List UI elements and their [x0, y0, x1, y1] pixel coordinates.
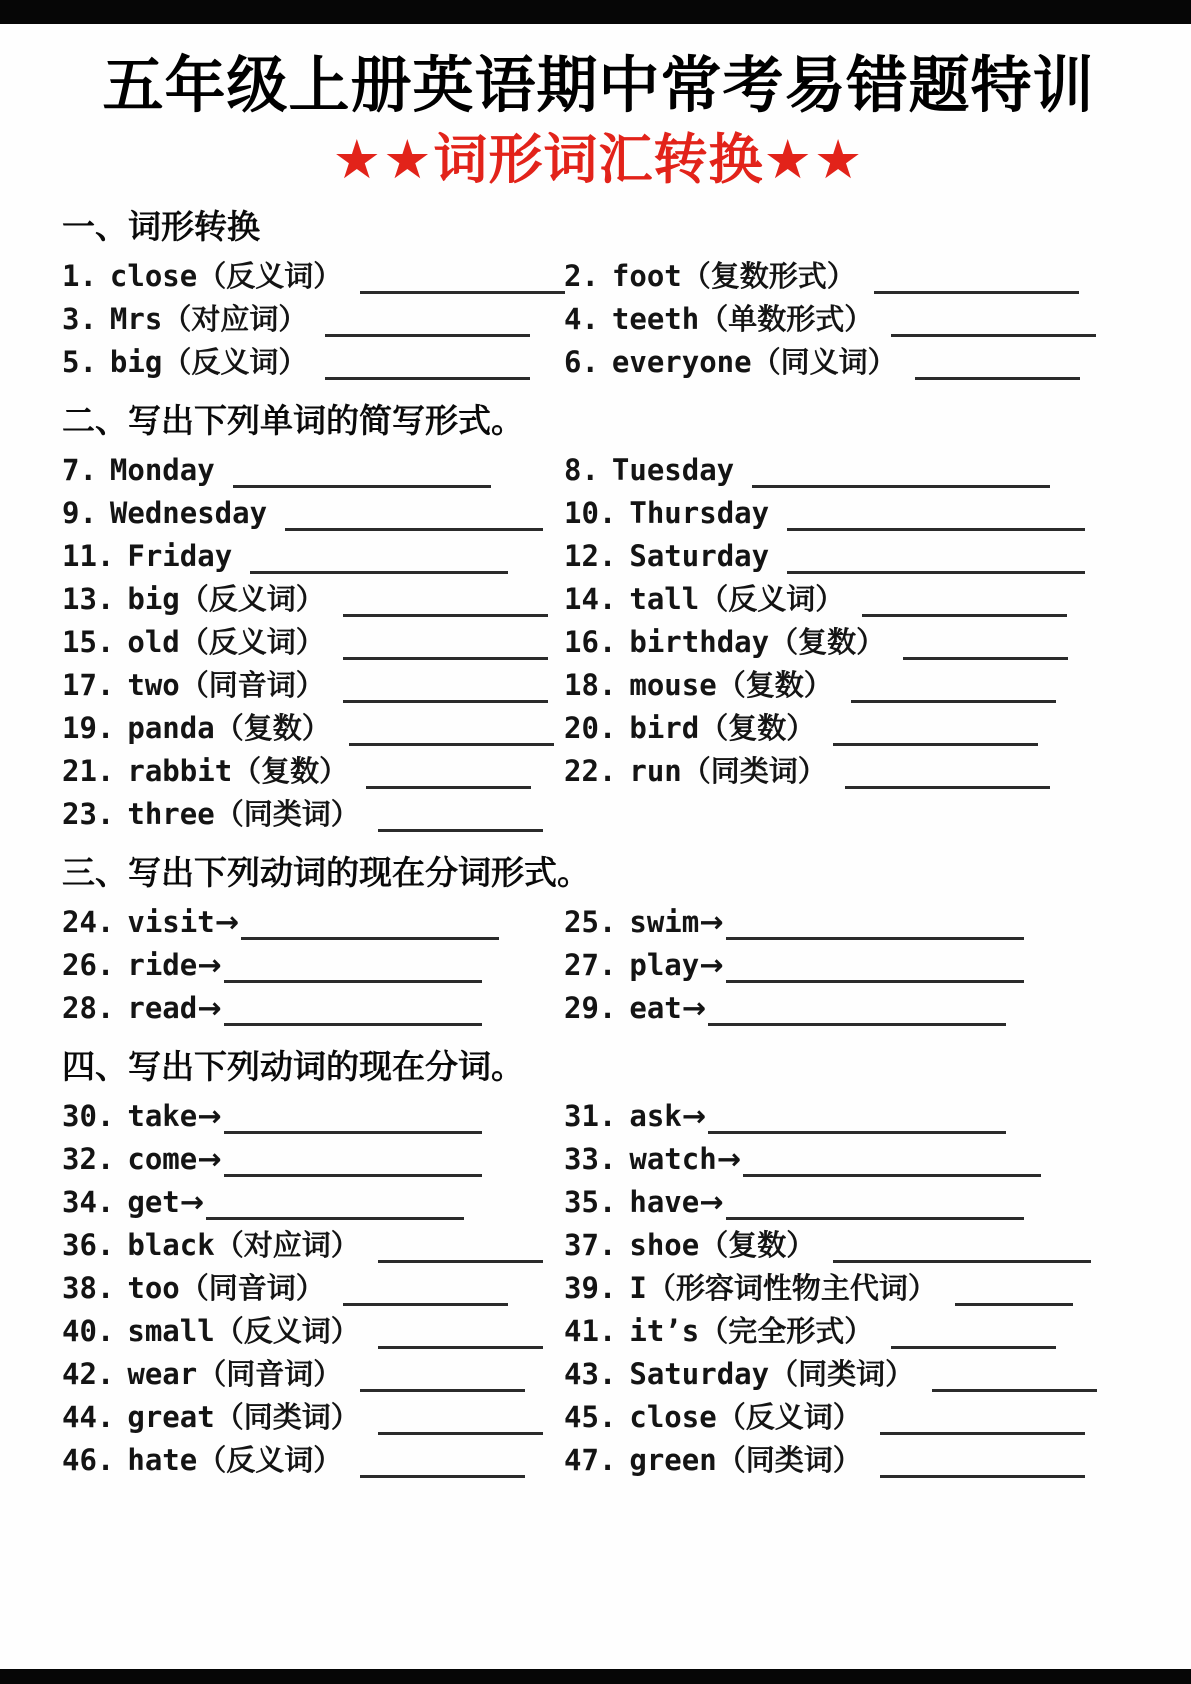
question-number: 5.: [62, 345, 97, 379]
question-number: 27.: [564, 948, 617, 982]
question-word: ask: [629, 1099, 682, 1133]
question-item: [564, 255, 1135, 298]
question-note: （复数）: [699, 711, 816, 745]
question-note: （完全形式）: [699, 1314, 874, 1348]
question-number: 12.: [564, 539, 617, 573]
answer-blank: [891, 1320, 1056, 1349]
question-number: 41.: [564, 1314, 617, 1348]
answer-blank: [708, 1105, 1006, 1134]
worksheet-section: [62, 205, 1135, 384]
question-note: （复数）: [716, 668, 833, 702]
question-item: [564, 449, 1135, 492]
question-item: [564, 1353, 1135, 1396]
section-item-grid: [62, 901, 1135, 1030]
question-word: I: [629, 1271, 647, 1305]
answer-blank: [787, 502, 1085, 531]
question-number: 35.: [564, 1185, 617, 1219]
question-number: 33.: [564, 1142, 617, 1176]
arrow-icon: →: [699, 905, 724, 939]
arrow-icon: →: [179, 1185, 205, 1219]
question-note: （同类词）: [214, 797, 360, 831]
answer-blank: [726, 911, 1024, 940]
question-item: [564, 707, 1135, 750]
question-word: ride: [127, 948, 198, 982]
question-item: [62, 901, 564, 944]
question-word: panda: [127, 711, 215, 745]
question-item: [62, 707, 564, 750]
question-number: 31.: [564, 1099, 617, 1133]
question-item: [564, 1396, 1135, 1439]
question-word: two: [127, 668, 180, 702]
answer-blank: [241, 911, 499, 940]
question-item: [564, 1095, 1135, 1138]
question-number: 46.: [62, 1443, 115, 1477]
answer-blank: [851, 674, 1056, 703]
answer-blank: [891, 308, 1096, 337]
question-word: take: [127, 1099, 198, 1133]
question-word: rabbit: [127, 754, 233, 788]
worksheet-section: [62, 851, 1135, 1030]
question-note: （复数）: [769, 625, 886, 659]
question-item: [62, 298, 564, 341]
question-item: [564, 750, 1135, 793]
question-word: teeth: [611, 302, 700, 336]
question-number: 45.: [564, 1400, 617, 1434]
question-number: 15.: [62, 625, 115, 659]
question-note: （同音词）: [197, 1357, 343, 1391]
question-item: [564, 664, 1135, 707]
question-number: 42.: [62, 1357, 115, 1391]
answer-blank: [325, 351, 530, 380]
question-word: Friday: [127, 539, 233, 573]
question-word: too: [127, 1271, 180, 1305]
question-note: （同音词）: [179, 668, 325, 702]
answer-blank: [224, 997, 482, 1026]
section-heading: 二、写出下列单词的简写形式。: [62, 401, 524, 440]
question-item: [62, 449, 564, 492]
question-number: 30.: [62, 1099, 115, 1133]
question-note: （单数形式）: [699, 302, 874, 336]
question-item: [62, 1267, 564, 1310]
question-word: get: [127, 1185, 180, 1219]
question-item: [564, 1310, 1135, 1353]
section-heading: 一、词形转换: [62, 207, 260, 246]
answer-blank: [360, 1449, 525, 1478]
question-note: （复数形式）: [681, 259, 856, 293]
answer-blank: [743, 1148, 1041, 1177]
question-note: （同类词）: [681, 754, 827, 788]
question-item: [564, 1181, 1135, 1224]
answer-blank: [880, 1449, 1085, 1478]
question-number: 23.: [62, 797, 115, 831]
answer-blank: [955, 1277, 1073, 1306]
question-word: great: [127, 1400, 215, 1434]
question-item: [62, 578, 564, 621]
question-word: old: [127, 625, 180, 659]
answer-blank: [360, 1363, 525, 1392]
question-number: 16.: [564, 625, 617, 659]
question-word: tall: [629, 582, 700, 616]
question-word: foot: [611, 259, 682, 293]
answer-blank: [366, 760, 531, 789]
question-number: 4.: [564, 302, 599, 336]
question-word: small: [127, 1314, 215, 1348]
section-item-grid: [62, 449, 1135, 836]
worksheet-section: [62, 399, 1135, 836]
answer-blank: [224, 1148, 482, 1177]
question-number: 47.: [564, 1443, 617, 1477]
question-word: Mrs: [109, 302, 163, 336]
question-word: eat: [629, 991, 682, 1025]
question-word: close: [629, 1400, 717, 1434]
question-item: [62, 492, 564, 535]
answer-blank: [932, 1363, 1097, 1392]
question-number: 17.: [62, 668, 115, 702]
answer-blank: [378, 803, 543, 832]
question-number: 40.: [62, 1314, 115, 1348]
question-note: （反义词）: [699, 582, 845, 616]
question-number: 38.: [62, 1271, 115, 1305]
question-word: hate: [127, 1443, 198, 1477]
arrow-icon: →: [681, 1099, 707, 1133]
question-number: 44.: [62, 1400, 115, 1434]
section-heading: 三、写出下列动词的现在分词形式。: [62, 853, 590, 892]
question-number: 18.: [564, 668, 617, 702]
page-title: 五年级上册英语期中常考易错题特训: [102, 50, 1095, 121]
answer-blank: [708, 997, 1006, 1026]
answer-blank: [343, 631, 548, 660]
page-subtitle: [62, 130, 1135, 190]
answer-blank: [874, 265, 1079, 294]
answer-blank: [787, 545, 1085, 574]
question-word: shoe: [629, 1228, 700, 1262]
question-item: [62, 1224, 564, 1267]
question-number: 3.: [62, 302, 97, 336]
question-number: 7.: [62, 453, 97, 487]
question-note: （同音词）: [179, 1271, 325, 1305]
answer-blank: [378, 1234, 543, 1263]
answer-blank: [360, 265, 565, 294]
question-note: （对应词）: [214, 1228, 360, 1262]
answer-blank: [224, 1105, 482, 1134]
question-item: [62, 1138, 564, 1181]
question-item: [62, 1396, 564, 1439]
answer-blank: [224, 954, 482, 983]
question-item: [62, 255, 564, 298]
question-word: visit: [127, 905, 215, 939]
question-word: come: [127, 1142, 198, 1176]
question-item: [62, 341, 564, 384]
question-word: big: [109, 345, 163, 379]
answer-blank: [880, 1406, 1085, 1435]
question-number: 24.: [62, 905, 115, 939]
stars-right-icon: ★★: [763, 128, 865, 191]
question-word: black: [127, 1228, 215, 1262]
question-word: Wednesday: [109, 496, 268, 530]
question-item: [62, 621, 564, 664]
question-item: [564, 1267, 1135, 1310]
question-item: [564, 492, 1135, 535]
question-number: 26.: [62, 948, 115, 982]
bottom-letterbox-bar: [0, 1669, 1191, 1684]
question-note: （复数）: [699, 1228, 816, 1262]
question-word: Saturday: [629, 1357, 770, 1391]
question-number: 36.: [62, 1228, 115, 1262]
question-number: 13.: [62, 582, 115, 616]
question-word: birthday: [629, 625, 770, 659]
question-number: 8.: [564, 453, 599, 487]
answer-blank: [726, 954, 1024, 983]
question-note: （同类词）: [214, 1400, 360, 1434]
subtitle-text: 词形词汇转换: [433, 128, 764, 191]
section-heading: 四、写出下列动词的现在分词。: [62, 1047, 524, 1086]
answer-blank: [343, 674, 548, 703]
question-number: 43.: [564, 1357, 617, 1391]
question-item: [62, 664, 564, 707]
question-item: [564, 1138, 1135, 1181]
answer-blank: [325, 308, 530, 337]
question-number: 28.: [62, 991, 115, 1025]
question-note: （反义词）: [197, 1443, 343, 1477]
question-word: close: [109, 259, 198, 293]
question-word: Monday: [109, 453, 215, 487]
question-number: 29.: [564, 991, 617, 1025]
question-number: 11.: [62, 539, 115, 573]
answer-blank: [250, 545, 508, 574]
question-note: （复数）: [214, 711, 331, 745]
question-item: [564, 1439, 1135, 1482]
question-number: 1.: [62, 259, 97, 293]
question-number: 34.: [62, 1185, 115, 1219]
question-note: （反义词）: [179, 582, 325, 616]
question-item: [62, 1095, 564, 1138]
question-item: [62, 793, 564, 836]
question-word: Saturday: [629, 539, 770, 573]
question-note: （反义词）: [197, 259, 343, 293]
question-item: [564, 578, 1135, 621]
question-item: [564, 341, 1135, 384]
question-number: 19.: [62, 711, 115, 745]
question-note: （复数）: [232, 754, 349, 788]
arrow-icon: →: [197, 1099, 222, 1133]
question-note: （对应词）: [162, 302, 308, 336]
answer-blank: [285, 502, 543, 531]
question-note: （形容词性物主代词）: [646, 1271, 937, 1305]
answer-blank: [349, 717, 554, 746]
question-number: 14.: [564, 582, 617, 616]
question-word: run: [629, 754, 682, 788]
question-item: [62, 1439, 564, 1482]
question-note: （同义词）: [751, 345, 897, 379]
question-item: [62, 750, 564, 793]
question-note: （同类词）: [716, 1443, 862, 1477]
answer-blank: [378, 1320, 543, 1349]
question-item: [564, 901, 1135, 944]
top-letterbox-bar: [0, 0, 1191, 24]
answer-blank: [752, 459, 1050, 488]
question-number: 22.: [564, 754, 617, 788]
question-number: 37.: [564, 1228, 617, 1262]
question-item: [62, 944, 564, 987]
question-item: [564, 944, 1135, 987]
question-number: 39.: [564, 1271, 617, 1305]
arrow-icon: →: [681, 991, 707, 1025]
question-word: play: [629, 948, 700, 982]
answer-blank: [915, 351, 1080, 380]
question-word: swim: [629, 905, 700, 939]
question-item: [564, 987, 1135, 1030]
question-number: 25.: [564, 905, 617, 939]
question-number: 20.: [564, 711, 617, 745]
arrow-icon: →: [197, 1142, 222, 1176]
question-number: 2.: [564, 259, 599, 293]
answer-blank: [903, 631, 1068, 660]
question-word: it’s: [629, 1314, 700, 1348]
question-word: Thursday: [629, 496, 770, 530]
question-item: [62, 535, 564, 578]
question-note: （同类词）: [769, 1357, 915, 1391]
question-word: wear: [127, 1357, 198, 1391]
answer-blank: [343, 588, 548, 617]
question-number: 10.: [564, 496, 617, 530]
question-note: （反义词）: [214, 1314, 360, 1348]
question-number: 6.: [564, 345, 599, 379]
question-word: green: [629, 1443, 717, 1477]
question-item: [62, 987, 564, 1030]
question-item: [62, 1353, 564, 1396]
answer-blank: [206, 1191, 464, 1220]
question-item: [62, 1181, 564, 1224]
arrow-icon: →: [699, 1185, 724, 1219]
question-word: bird: [629, 711, 700, 745]
answer-blank: [862, 588, 1067, 617]
arrow-icon: →: [699, 948, 724, 982]
question-item: [564, 1224, 1135, 1267]
answer-blank: [343, 1277, 508, 1306]
question-item: [62, 1310, 564, 1353]
arrow-icon: →: [214, 905, 240, 939]
arrow-icon: →: [197, 948, 222, 982]
arrow-icon: →: [197, 991, 222, 1025]
answer-blank: [833, 717, 1038, 746]
answer-blank: [233, 459, 491, 488]
question-number: 9.: [62, 496, 97, 530]
question-word: read: [127, 991, 198, 1025]
question-number: 32.: [62, 1142, 115, 1176]
question-number: 21.: [62, 754, 115, 788]
arrow-icon: →: [716, 1142, 742, 1176]
answer-blank: [378, 1406, 543, 1435]
section-item-grid: [62, 1095, 1135, 1482]
question-word: Tuesday: [611, 453, 735, 487]
question-word: everyone: [611, 345, 752, 379]
worksheet-body: [62, 205, 1135, 1482]
worksheet-section: [62, 1045, 1135, 1482]
answer-blank: [833, 1234, 1091, 1263]
stars-left-icon: ★★: [332, 128, 434, 191]
question-item: [564, 298, 1135, 341]
question-word: mouse: [629, 668, 717, 702]
question-word: watch: [629, 1142, 717, 1176]
answer-blank: [726, 1191, 1024, 1220]
question-note: （反义词）: [179, 625, 325, 659]
question-item: [564, 621, 1135, 664]
answer-blank: [845, 760, 1050, 789]
question-note: （反义词）: [716, 1400, 862, 1434]
section-item-grid: [62, 255, 1135, 384]
question-word: have: [629, 1185, 700, 1219]
question-word: big: [127, 582, 180, 616]
question-note: （反义词）: [162, 345, 308, 379]
question-item: [564, 535, 1135, 578]
question-word: three: [127, 797, 215, 831]
